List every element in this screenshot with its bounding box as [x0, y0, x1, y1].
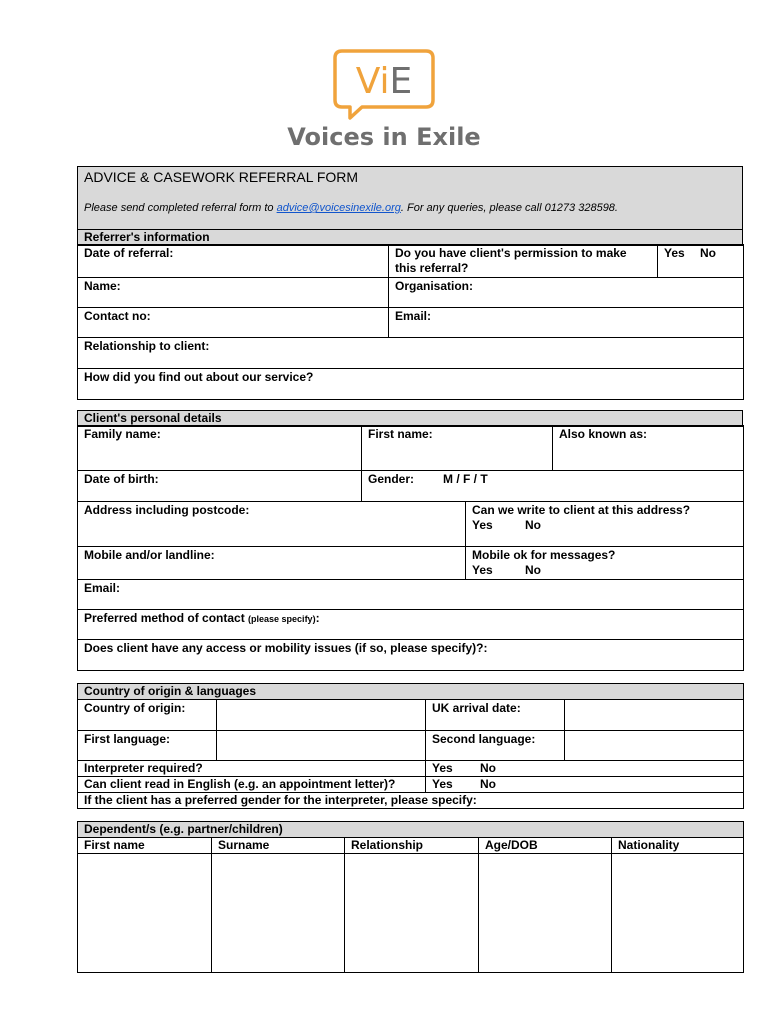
- read-english-yes-no[interactable]: [426, 777, 744, 793]
- relationship-field[interactable]: Relationship to client:: [78, 338, 744, 369]
- yes-option[interactable]: Yes: [472, 518, 493, 532]
- pref-colon: :: [315, 611, 320, 625]
- second-language-input[interactable]: [565, 731, 744, 761]
- read-english-label: Can client read in English (e.g. an appointment letter)?: [78, 777, 426, 793]
- first-name-field[interactable]: First name:: [362, 426, 553, 471]
- interpreter-gender-field[interactable]: If the client has a preferred gender for the interpreter, please specify:: [78, 793, 744, 809]
- column-header-first-name: First name: [78, 838, 212, 854]
- origin-table: [77, 683, 744, 809]
- referrer-table: [77, 244, 744, 400]
- section-header-dependents: Dependent/s (e.g. partner/children): [78, 822, 744, 838]
- intro-prefix: Please send completed referral form to: [84, 202, 277, 214]
- section-header-origin: Country of origin & languages: [78, 684, 744, 700]
- preferred-contact-field[interactable]: [78, 610, 744, 640]
- column-header-age-dob: Age/DOB: [479, 838, 612, 854]
- messages-cell[interactable]: [466, 547, 744, 580]
- interpreter-yes-no[interactable]: [426, 761, 744, 777]
- interpreter-label: Interpreter required?: [78, 761, 426, 777]
- dependent-age-input[interactable]: [479, 854, 612, 973]
- write-address-label: Can we write to client at this address?: [472, 503, 691, 517]
- organisation-field[interactable]: Organisation:: [389, 278, 744, 308]
- client-names-table: [77, 425, 744, 502]
- dependent-surname-input[interactable]: [212, 854, 345, 973]
- family-name-field[interactable]: Family name:: [78, 426, 362, 471]
- pref-small: (please specify): [248, 614, 316, 624]
- contact-no-field[interactable]: Contact no:: [78, 308, 389, 338]
- dependents-table: [77, 821, 744, 973]
- form-title: ADVICE & CASEWORK REFERRAL FORM: [84, 169, 359, 185]
- section-header-referrer: Referrer's information: [78, 230, 743, 246]
- dependent-nationality-input[interactable]: [612, 854, 744, 973]
- second-language-label: Second language:: [426, 731, 565, 761]
- form-header-cell: [78, 167, 743, 230]
- permission-label: Do you have client's permission to make this referral?: [389, 245, 658, 278]
- no-option[interactable]: No: [480, 777, 496, 791]
- svg-text:ViE: ViE: [355, 61, 413, 102]
- yes-option[interactable]: Yes: [664, 246, 685, 260]
- form-intro: [84, 201, 736, 216]
- country-label: Country of origin:: [78, 700, 217, 731]
- no-option[interactable]: No: [525, 563, 541, 577]
- dob-field[interactable]: Date of birth:: [78, 471, 362, 502]
- country-input[interactable]: [217, 700, 426, 731]
- write-address-cell[interactable]: [466, 502, 744, 547]
- vie-logo: [0, 48, 768, 120]
- no-option[interactable]: No: [480, 761, 496, 775]
- client-address-table: [77, 501, 744, 671]
- org-name: Voices in Exile: [287, 123, 481, 151]
- arrival-label: UK arrival date:: [426, 700, 565, 731]
- form-header: [77, 166, 743, 246]
- yes-option[interactable]: Yes: [432, 777, 453, 791]
- column-header-relationship: Relationship: [345, 838, 479, 854]
- yes-option[interactable]: Yes: [432, 761, 453, 775]
- yes-option[interactable]: Yes: [472, 563, 493, 577]
- dependent-relationship-input[interactable]: [345, 854, 479, 973]
- access-issues-field[interactable]: Does client have any access or mobility issues (if so, please specify)?:: [78, 640, 744, 671]
- referrer-email-field[interactable]: Email:: [389, 308, 744, 338]
- column-header-surname: Surname: [212, 838, 345, 854]
- phone-field[interactable]: Mobile and/or landline:: [78, 547, 466, 580]
- first-language-input[interactable]: [217, 731, 426, 761]
- client-email-field[interactable]: Email:: [78, 580, 744, 610]
- email-link[interactable]: advice@voicesinexile.org: [276, 202, 401, 214]
- address-field[interactable]: Address including postcode:: [78, 502, 466, 547]
- found-service-field[interactable]: How did you find out about our service?: [78, 369, 744, 400]
- column-header-nationality: Nationality: [612, 838, 744, 854]
- date-of-referral-field[interactable]: Date of referral:: [78, 245, 389, 278]
- gender-options[interactable]: M / F / T: [443, 472, 488, 486]
- gender-label: Gender:: [368, 472, 415, 486]
- also-known-as-field[interactable]: Also known as:: [553, 426, 744, 471]
- section-header-client: Client's personal details: [78, 411, 743, 427]
- dependent-first-name-input[interactable]: [78, 854, 212, 973]
- first-language-label: First language:: [78, 731, 217, 761]
- no-option[interactable]: No: [700, 246, 716, 260]
- messages-label: Mobile ok for messages?: [472, 548, 616, 562]
- intro-suffix: . For any queries, please call 01273 328598.: [400, 202, 618, 214]
- referrer-name-field[interactable]: Name:: [78, 278, 389, 308]
- gender-field[interactable]: [362, 471, 744, 502]
- speech-bubble-logo-icon: [332, 48, 436, 120]
- permission-yes-no[interactable]: [658, 245, 744, 278]
- arrival-input[interactable]: [565, 700, 744, 731]
- pref-label: Preferred method of contact: [84, 611, 249, 625]
- no-option[interactable]: No: [525, 518, 541, 532]
